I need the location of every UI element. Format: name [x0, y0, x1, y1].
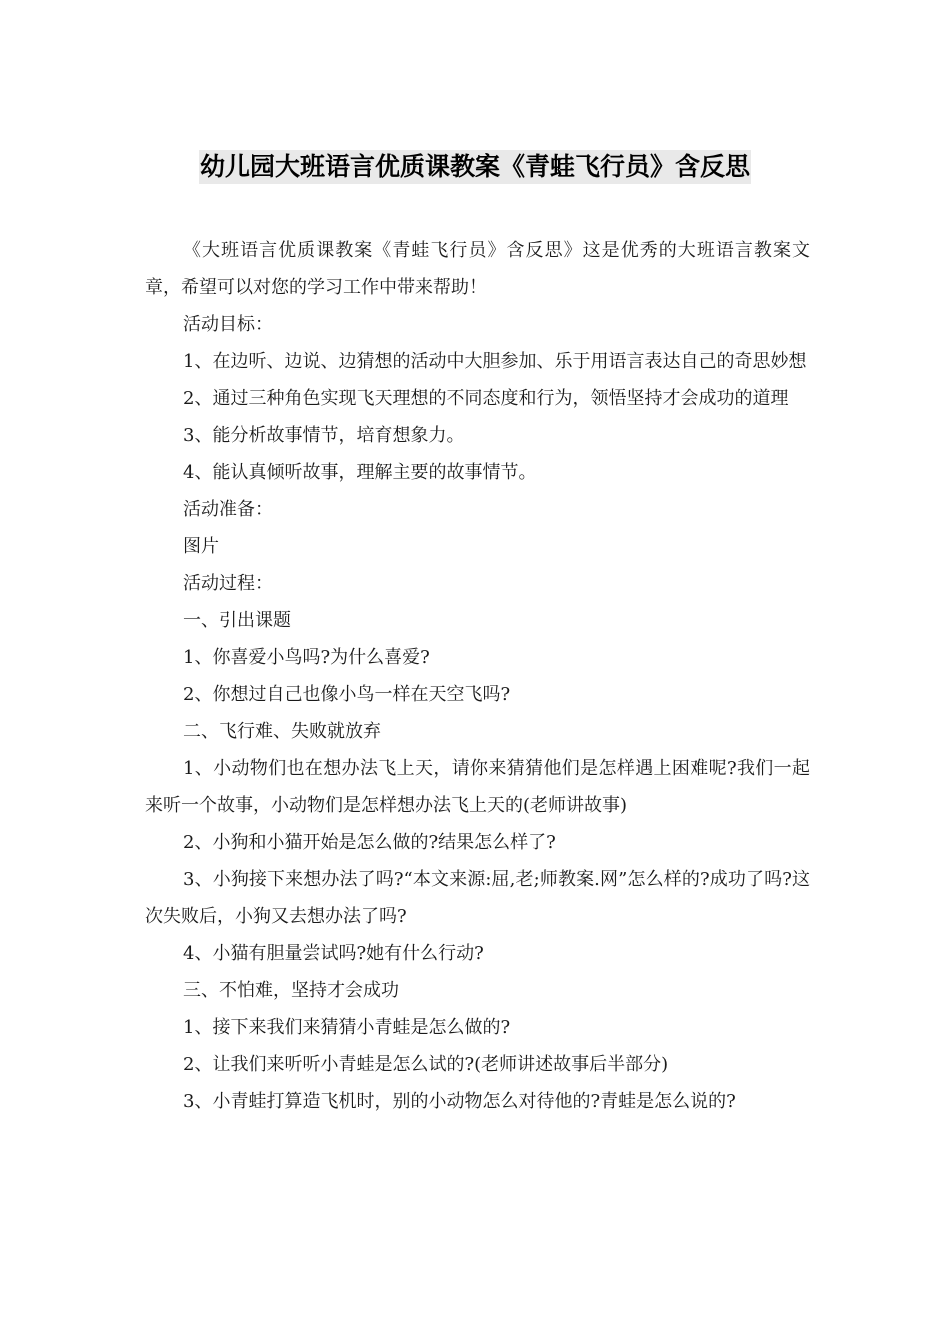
paragraph: 图片	[183, 536, 219, 557]
document-title: 幼儿园大班语言优质课教案《青蛙飞行员》含反思	[199, 150, 751, 184]
paragraph: 一、引出课题	[183, 610, 291, 631]
paragraph: 2、让我们来听听小青蛙是怎么试的?(老师讲述故事后半部分)	[183, 1054, 669, 1075]
paragraph: 活动过程：	[183, 573, 273, 594]
paragraph: 2、小狗和小猫开始是怎么做的?结果怎么样了?	[183, 832, 556, 853]
paragraph: 2、你想过自己也像小鸟一样在天空飞吗?	[183, 684, 511, 705]
paragraph: 4、能认真倾听故事，理解主要的故事情节。	[183, 462, 537, 483]
paragraph: 3、能分析故事情节，培育想象力。	[183, 425, 465, 446]
document-body	[145, 232, 810, 1120]
paragraph: 1、在边听、边说、边猜想的活动中大胆参加、乐于用语言表达自己的奇思妙想	[183, 351, 807, 372]
paragraph: 1、接下来我们来猜猜小青蛙是怎么做的?	[183, 1017, 511, 1038]
title-container	[0, 150, 950, 184]
paragraph: 3、小狗接下来想办法了吗?“本文来源:屈,老;师教案.网”怎么样的?成功了吗?这次失败后，小狗又去想办法了吗?	[145, 869, 810, 927]
paragraph: 1、你喜爱小鸟吗?为什么喜爱?	[183, 647, 430, 668]
paragraph: 1、小动物们也在想办法飞上天，请你来猜猜他们是怎样遇上困难呢?我们一起来听一个故事，小动物们是怎样想办法飞上天的(老师讲故事)	[145, 758, 810, 816]
paragraph: 2、通过三种角色实现飞天理想的不同态度和行为，领悟坚持才会成功的道理	[183, 388, 789, 409]
paragraph: 活动准备：	[183, 499, 273, 520]
paragraph: 二、飞行难、失败就放弃	[183, 721, 381, 742]
paragraph: 活动目标：	[183, 314, 273, 335]
paragraph: 4、小猫有胆量尝试吗?她有什么行动?	[183, 943, 484, 964]
paragraph: 《大班语言优质课教案《青蛙飞行员》含反思》这是优秀的大班语言教案文章，希望可以对您的学习工作中带来帮助！	[145, 240, 810, 298]
paragraph: 3、小青蛙打算造飞机时，别的小动物怎么对待他的?青蛙是怎么说的?	[183, 1091, 736, 1112]
paragraph: 三、不怕难，坚持才会成功	[183, 980, 399, 1001]
